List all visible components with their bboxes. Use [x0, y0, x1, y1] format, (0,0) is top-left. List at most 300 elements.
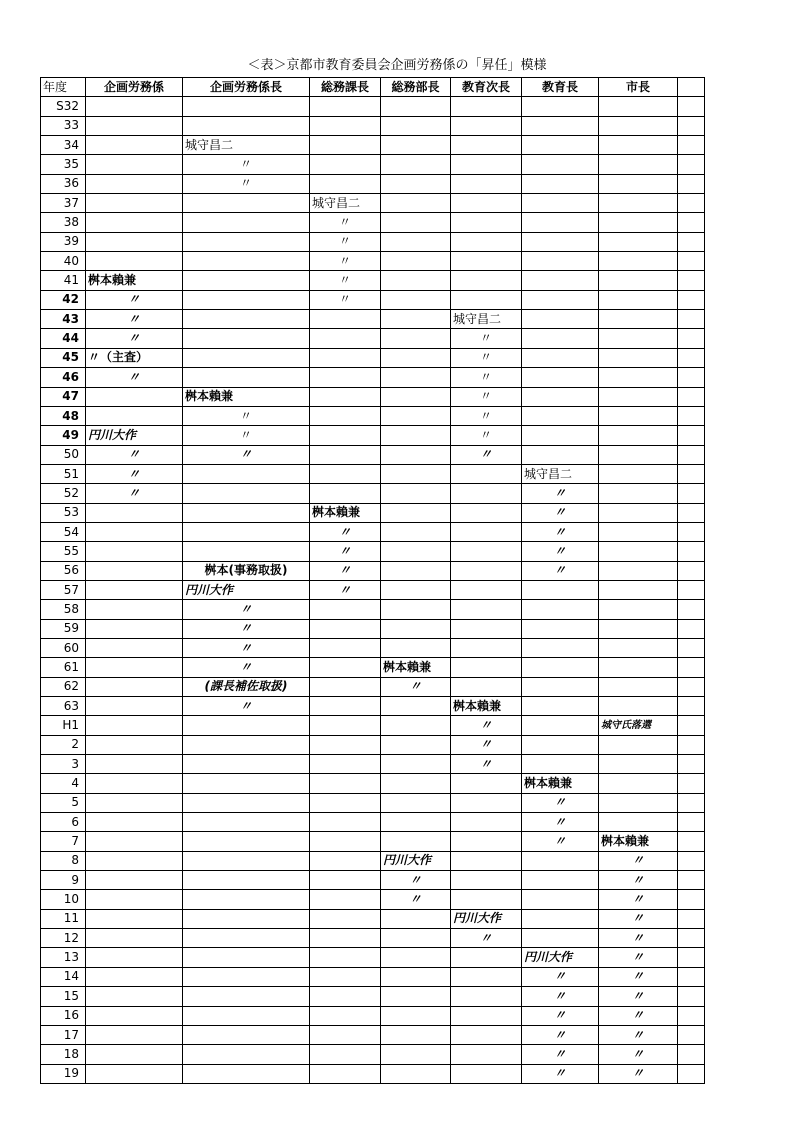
table-cell	[381, 426, 451, 445]
year-cell: 34	[41, 136, 86, 155]
table-cell	[183, 890, 310, 909]
blank-cell	[678, 290, 705, 309]
table-cell	[599, 638, 678, 657]
table-cell	[451, 136, 522, 155]
table-cell	[86, 735, 183, 754]
table-cell	[599, 213, 678, 232]
blank-cell	[678, 871, 705, 890]
table-cell: 〃	[86, 310, 183, 329]
table-cell: 〃	[522, 542, 599, 561]
blank-cell	[678, 1006, 705, 1025]
year-cell: 51	[41, 464, 86, 483]
table-cell	[183, 542, 310, 561]
table-cell	[381, 310, 451, 329]
table-cell	[310, 929, 381, 948]
table-cell	[451, 813, 522, 832]
table-cell	[86, 503, 183, 522]
table-row	[41, 1064, 705, 1083]
table-cell	[381, 561, 451, 580]
blank-cell	[678, 97, 705, 116]
year-cell: 42	[41, 290, 86, 309]
blank-cell	[678, 194, 705, 213]
year-cell: 61	[41, 658, 86, 677]
table-cell	[522, 871, 599, 890]
table-row	[41, 1045, 705, 1064]
table-cell: 桝本賴兼	[451, 697, 522, 716]
year-cell: 36	[41, 174, 86, 193]
blank-cell	[678, 600, 705, 619]
table-cell	[451, 677, 522, 696]
year-cell: 10	[41, 890, 86, 909]
table-cell	[599, 329, 678, 348]
table-cell	[381, 174, 451, 193]
header-shicho: 市長	[599, 78, 678, 97]
blank-cell	[678, 445, 705, 464]
table-cell: 〃	[522, 561, 599, 580]
table-cell	[183, 1064, 310, 1083]
table-cell	[381, 522, 451, 541]
table-cell	[451, 155, 522, 174]
table-cell	[183, 271, 310, 290]
table-cell	[310, 716, 381, 735]
table-cell: 桝本賴兼	[310, 503, 381, 522]
blank-cell	[678, 213, 705, 232]
table-cell: 円川大作	[86, 426, 183, 445]
table-cell	[86, 677, 183, 696]
blank-cell	[678, 1064, 705, 1083]
year-cell: 17	[41, 1025, 86, 1044]
table-cell: 円川大作	[183, 580, 310, 599]
table-cell	[310, 697, 381, 716]
table-row	[41, 697, 705, 716]
table-row	[41, 174, 705, 193]
table-cell	[86, 387, 183, 406]
table-cell	[310, 445, 381, 464]
table-cell	[86, 658, 183, 677]
table-cell	[522, 716, 599, 735]
blank-cell	[678, 697, 705, 716]
year-cell: 62	[41, 677, 86, 696]
table-cell	[381, 948, 451, 967]
blank-cell	[678, 909, 705, 928]
blank-cell	[678, 987, 705, 1006]
table-cell	[310, 1006, 381, 1025]
header-kyoiku-jicho: 教育次長	[451, 78, 522, 97]
year-cell: 50	[41, 445, 86, 464]
table-cell	[451, 97, 522, 116]
table-cell	[183, 735, 310, 754]
table-cell: 〃	[86, 445, 183, 464]
table-cell	[522, 155, 599, 174]
table-cell: 〃	[310, 561, 381, 580]
table-cell	[183, 503, 310, 522]
table-cell	[599, 368, 678, 387]
table-cell	[599, 813, 678, 832]
table-cell	[86, 252, 183, 271]
table-cell: 〃	[522, 813, 599, 832]
year-cell: 35	[41, 155, 86, 174]
table-cell: 〃	[522, 967, 599, 986]
year-cell: 38	[41, 213, 86, 232]
table-cell: 〃	[183, 658, 310, 677]
table-cell	[599, 580, 678, 599]
table-cell	[451, 503, 522, 522]
table-cell	[183, 716, 310, 735]
table-row	[41, 716, 705, 735]
table-row	[41, 638, 705, 657]
header-row	[41, 78, 705, 97]
table-cell	[183, 97, 310, 116]
table-cell	[183, 929, 310, 948]
year-cell: 52	[41, 484, 86, 503]
table-cell	[310, 310, 381, 329]
table-cell: 〃	[451, 348, 522, 367]
table-cell	[522, 929, 599, 948]
table-cell	[451, 194, 522, 213]
table-cell	[451, 174, 522, 193]
table-cell	[86, 871, 183, 890]
year-cell: 15	[41, 987, 86, 1006]
table-cell: 〃	[183, 619, 310, 638]
year-cell: 47	[41, 387, 86, 406]
table-cell	[183, 329, 310, 348]
table-row	[41, 232, 705, 251]
blank-cell	[678, 561, 705, 580]
table-cell	[522, 909, 599, 928]
table-cell	[86, 1064, 183, 1083]
table-cell	[451, 1064, 522, 1083]
table-cell: 〃（主査）	[86, 348, 183, 367]
table-cell	[599, 697, 678, 716]
table-row	[41, 735, 705, 754]
table-cell: 桝本賴兼	[522, 774, 599, 793]
blank-cell	[678, 522, 705, 541]
table-cell: 〃	[183, 638, 310, 657]
table-row	[41, 580, 705, 599]
table-cell	[522, 116, 599, 135]
table-row	[41, 561, 705, 580]
table-cell: 円川大作	[381, 851, 451, 870]
table-cell: 〃	[599, 967, 678, 986]
year-cell: 19	[41, 1064, 86, 1083]
year-cell: 9	[41, 871, 86, 890]
table-cell	[183, 987, 310, 1006]
year-cell: 14	[41, 967, 86, 986]
table-cell	[522, 387, 599, 406]
table-cell	[86, 213, 183, 232]
table-cell: 〃	[310, 271, 381, 290]
table-cell	[86, 929, 183, 948]
table-cell: 〃	[451, 368, 522, 387]
year-cell: 49	[41, 426, 86, 445]
table-cell	[451, 464, 522, 483]
table-row	[41, 213, 705, 232]
header-somu-kacho: 総務課長	[310, 78, 381, 97]
blank-cell	[678, 735, 705, 754]
year-cell: 2	[41, 735, 86, 754]
table-cell	[451, 658, 522, 677]
table-cell	[183, 1006, 310, 1025]
table-cell	[310, 155, 381, 174]
table-cell	[183, 522, 310, 541]
table-row	[41, 619, 705, 638]
table-cell	[86, 155, 183, 174]
year-cell: 44	[41, 329, 86, 348]
table-cell: 〃	[451, 929, 522, 948]
table-cell: 〃	[599, 851, 678, 870]
header-somu-bucho: 総務部長	[381, 78, 451, 97]
table-cell	[310, 967, 381, 986]
table-cell	[599, 406, 678, 425]
table-cell	[86, 851, 183, 870]
year-cell: 5	[41, 793, 86, 812]
table-cell	[451, 484, 522, 503]
table-cell	[522, 290, 599, 309]
year-cell: 46	[41, 368, 86, 387]
year-cell: 39	[41, 232, 86, 251]
year-cell: 59	[41, 619, 86, 638]
table-cell: 〃	[183, 445, 310, 464]
table-cell	[599, 542, 678, 561]
table-cell	[599, 522, 678, 541]
table-cell	[86, 1006, 183, 1025]
table-cell	[381, 387, 451, 406]
year-cell: 8	[41, 851, 86, 870]
table-cell: 〃	[310, 580, 381, 599]
table-cell	[522, 677, 599, 696]
table-row	[41, 774, 705, 793]
blank-cell	[678, 658, 705, 677]
table-cell	[183, 871, 310, 890]
table-cell	[451, 793, 522, 812]
table-cell: 〃	[522, 1025, 599, 1044]
table-cell	[381, 929, 451, 948]
blank-cell	[678, 813, 705, 832]
table-cell	[310, 987, 381, 1006]
table-cell	[522, 194, 599, 213]
table-cell	[86, 174, 183, 193]
blank-cell	[678, 793, 705, 812]
year-cell: 57	[41, 580, 86, 599]
table-row	[41, 310, 705, 329]
table-cell: 〃	[86, 290, 183, 309]
blank-cell	[678, 580, 705, 599]
table-cell: 〃	[451, 735, 522, 754]
table-cell	[86, 1045, 183, 1064]
table-cell	[522, 890, 599, 909]
table-cell	[451, 1006, 522, 1025]
table-cell	[310, 174, 381, 193]
year-cell: H1	[41, 716, 86, 735]
table-row	[41, 600, 705, 619]
blank-cell	[678, 174, 705, 193]
table-cell	[310, 1045, 381, 1064]
table-cell	[86, 522, 183, 541]
year-cell: 41	[41, 271, 86, 290]
table-cell	[183, 252, 310, 271]
table-cell	[522, 213, 599, 232]
table-row	[41, 832, 705, 851]
blank-cell	[678, 503, 705, 522]
table-cell	[522, 697, 599, 716]
table-cell	[522, 426, 599, 445]
table-cell	[599, 348, 678, 367]
table-cell	[381, 1025, 451, 1044]
table-cell	[86, 406, 183, 425]
table-cell: 〃	[310, 252, 381, 271]
table-cell	[310, 890, 381, 909]
table-cell	[451, 638, 522, 657]
table-cell	[381, 967, 451, 986]
table-cell	[599, 735, 678, 754]
table-cell	[86, 793, 183, 812]
table-cell	[310, 813, 381, 832]
table-cell	[310, 97, 381, 116]
document-title: ＜表＞京都市教育委員会企画労務係の「昇任」模様	[247, 58, 547, 73]
blank-cell	[678, 232, 705, 251]
table-cell	[451, 252, 522, 271]
table-cell	[381, 909, 451, 928]
blank-cell	[678, 310, 705, 329]
table-cell	[522, 329, 599, 348]
table-row	[41, 890, 705, 909]
table-cell: 〃	[522, 1006, 599, 1025]
table-cell	[451, 213, 522, 232]
table-cell	[381, 735, 451, 754]
table-cell	[451, 290, 522, 309]
table-cell: 〃	[381, 677, 451, 696]
table-cell	[599, 232, 678, 251]
table-cell	[522, 310, 599, 329]
table-cell	[86, 716, 183, 735]
table-cell	[451, 967, 522, 986]
table-cell: 〃	[522, 522, 599, 541]
blank-cell	[678, 929, 705, 948]
table-cell: 〃	[451, 406, 522, 425]
table-row	[41, 987, 705, 1006]
blank-cell	[678, 329, 705, 348]
table-cell: 〃	[599, 871, 678, 890]
table-cell	[599, 600, 678, 619]
year-cell: 48	[41, 406, 86, 425]
table-cell	[381, 194, 451, 213]
table-cell	[381, 832, 451, 851]
table-cell	[522, 232, 599, 251]
table-row	[41, 464, 705, 483]
table-cell	[183, 213, 310, 232]
table-cell	[451, 948, 522, 967]
table-cell	[310, 619, 381, 638]
table-cell: 〃	[183, 426, 310, 445]
table-cell	[381, 793, 451, 812]
table-cell	[599, 97, 678, 116]
table-cell	[522, 755, 599, 774]
table-cell	[86, 542, 183, 561]
table-cell: 〃	[522, 1045, 599, 1064]
year-cell: 7	[41, 832, 86, 851]
table-cell	[599, 445, 678, 464]
table-cell	[86, 136, 183, 155]
table-cell	[310, 1064, 381, 1083]
table-cell: 〃	[451, 387, 522, 406]
table-cell	[451, 832, 522, 851]
table-cell: 〃	[522, 1064, 599, 1083]
table-cell	[381, 290, 451, 309]
year-cell: 3	[41, 755, 86, 774]
header-kyoikucho: 教育長	[522, 78, 599, 97]
table-cell	[381, 542, 451, 561]
table-cell	[183, 793, 310, 812]
table-cell: 〃	[522, 987, 599, 1006]
table-cell	[451, 851, 522, 870]
table-cell	[451, 890, 522, 909]
blank-cell	[678, 948, 705, 967]
table-cell	[522, 406, 599, 425]
table-cell	[599, 174, 678, 193]
table-cell: 〃	[451, 329, 522, 348]
table-cell	[381, 619, 451, 638]
table-cell	[86, 232, 183, 251]
table-cell	[310, 735, 381, 754]
table-cell	[599, 387, 678, 406]
table-row	[41, 503, 705, 522]
table-cell	[310, 909, 381, 928]
table-cell	[522, 368, 599, 387]
table-cell	[310, 774, 381, 793]
table-row	[41, 929, 705, 948]
table-row	[41, 271, 705, 290]
table-cell	[451, 987, 522, 1006]
year-cell: 16	[41, 1006, 86, 1025]
table-cell: 〃	[310, 542, 381, 561]
table-cell	[599, 755, 678, 774]
table-cell	[310, 871, 381, 890]
table-cell	[381, 252, 451, 271]
table-cell: 〃	[522, 484, 599, 503]
table-cell	[310, 600, 381, 619]
table-cell: 〃	[599, 929, 678, 948]
table-row	[41, 542, 705, 561]
table-cell: 〃	[599, 948, 678, 967]
table-cell	[451, 871, 522, 890]
table-cell	[86, 967, 183, 986]
table-row	[41, 677, 705, 696]
table-cell: 城守昌二	[451, 310, 522, 329]
table-cell	[86, 116, 183, 135]
table-cell	[599, 561, 678, 580]
table-cell	[599, 484, 678, 503]
table-cell: 〃	[310, 522, 381, 541]
table-cell	[451, 522, 522, 541]
table-row	[41, 155, 705, 174]
table-cell	[381, 97, 451, 116]
year-cell: 58	[41, 600, 86, 619]
table-cell: 〃	[599, 1045, 678, 1064]
table-cell	[310, 658, 381, 677]
table-cell	[522, 619, 599, 638]
table-cell: 〃	[451, 716, 522, 735]
promotion-table	[40, 77, 705, 1084]
blank-cell	[678, 116, 705, 135]
table-cell	[183, 813, 310, 832]
blank-cell	[678, 716, 705, 735]
table-cell: 〃	[451, 426, 522, 445]
table-cell: 〃	[310, 232, 381, 251]
blank-cell	[678, 136, 705, 155]
table-row	[41, 755, 705, 774]
blank-cell	[678, 252, 705, 271]
table-cell	[86, 580, 183, 599]
